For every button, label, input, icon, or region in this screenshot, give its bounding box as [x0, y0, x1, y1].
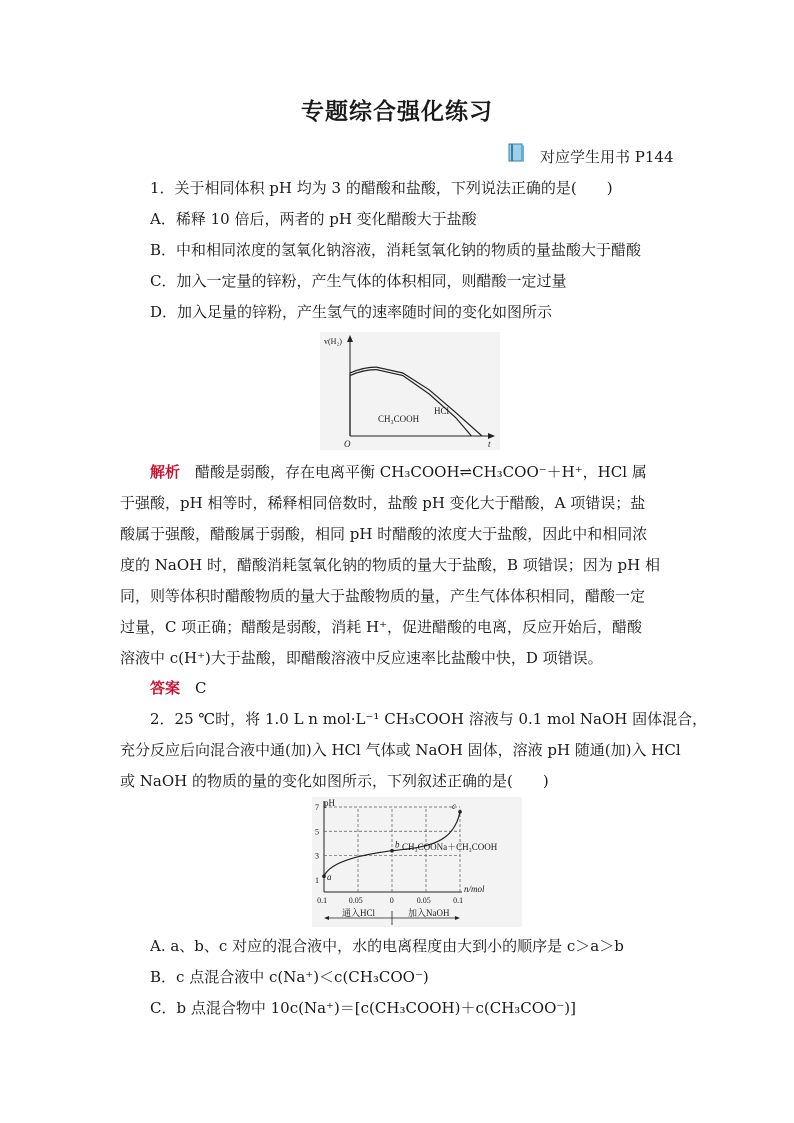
q2-option-a: A. a、b、c 对应的混合液中，水的电离程度由大到小的顺序是 c＞a＞b	[150, 937, 624, 955]
x-tick-label: 0.1	[453, 896, 464, 905]
q1-option-c: C．加入一定量的锌粉，产生气体的体积相同，则醋酸一定过量	[150, 272, 567, 290]
point-label-c: c	[452, 800, 456, 811]
ph-chart	[312, 797, 522, 927]
x-axis-label: t	[488, 439, 491, 449]
q1-analysis-line-1: 解析 醋酸是弱酸，存在电离平衡 CH₃COOH⇌CH₃COO⁻＋H⁺，HCl 属	[150, 463, 647, 481]
annotation-hcl: HCl	[434, 406, 450, 416]
q2-option-c: C．b 点混合物中 10c(Na⁺)＝[c(CH₃COOH)＋c(CH₃COO⁻)]	[150, 999, 576, 1017]
analysis-label: 解析	[150, 463, 181, 481]
y-tick-label: 7	[315, 803, 319, 812]
answer-label: 答案	[150, 679, 181, 697]
point-label-b: b	[395, 839, 400, 850]
y-tick-label: 1	[315, 875, 319, 885]
annotation-buffer: CH₃COONa＋CH₃COOH	[402, 842, 498, 852]
y-tick-label: 3	[315, 851, 319, 861]
point-a	[322, 874, 326, 878]
q1-analysis-line-6: 过量，C 项正确；醋酸是弱酸，消耗 H⁺，促进醋酸的电离，反应开始后，醋酸	[120, 618, 643, 636]
point-label-a: a	[327, 872, 332, 883]
q1-answer	[150, 678, 207, 698]
y-axis-label: v(H₂)	[324, 337, 342, 346]
x-tick-label: 0.1	[317, 896, 328, 905]
x-tick-label: 0	[389, 896, 394, 905]
arrow-label-naoh: 加入NaOH	[408, 908, 450, 918]
book-icon	[508, 143, 525, 163]
q1-stem: 1．关于相同体积 pH 均为 3 的醋酸和盐酸，下列说法正确的是( )	[150, 179, 613, 197]
q1-analysis-line-2: 于强酸，pH 相等时，稀释相同倍数时，盐酸 pH 变化大于醋酸，A 项错误；盐	[120, 494, 646, 512]
q1-analysis-line-4: 度的 NaOH 时，醋酸消耗氢氧化钠的物质的量大于盐酸，B 项错误；因为 pH 相	[120, 556, 660, 574]
x-tick-label: 0.05	[416, 896, 431, 905]
x-axis-label: n/mol	[464, 884, 485, 894]
page-title: 专题综合强化练习	[301, 98, 493, 125]
page-reference: 对应学生用书 P144	[540, 148, 674, 166]
q2-stem-line-1: 2．25 ℃时，将 1.0 L n mol·L⁻¹ CH₃COOH 溶液与 0.1 mol NaOH 固体混合，	[150, 710, 708, 728]
y-axis-label: pH	[324, 798, 335, 808]
y-tick-label: 5	[315, 827, 319, 837]
answer-value: C	[195, 679, 207, 697]
q2-stem-line-3: 或 NaOH 的物质的量的变化如图所示，下列叙述正确的是( )	[120, 772, 549, 790]
point-b	[390, 849, 394, 853]
q1-analysis-line-3: 酸属于强酸，醋酸属于弱酸，相同 pH 时醋酸的浓度大于盐酸，因此中和相同浓	[120, 525, 648, 543]
q1-option-d: D．加入足量的锌粉，产生氢气的速率随时间的变化如图所示	[150, 303, 553, 321]
q1-option-b: B．中和相同浓度的氢氧化钠溶液，消耗氢氧化钠的物质的量盐酸大于醋酸	[150, 241, 642, 259]
q2-option-b: B．c 点混合液中 c(Na⁺)＜c(CH₃COO⁻)	[150, 968, 429, 986]
x-tick-label: 0.05	[348, 896, 363, 905]
annotation-ch3cooh: CH₃COOH	[378, 414, 420, 424]
arrow-label-hcl: 通入HCl	[342, 908, 376, 918]
origin-label: O	[344, 439, 351, 449]
q2-stem-line-2: 充分反应后向混合液中通(加)入 HCl 气体或 NaOH 固体，溶液 pH 随通(加)入 HCl	[120, 741, 681, 759]
rate-time-chart	[320, 332, 500, 450]
q1-analysis-line-5: 同，则等体积时醋酸物质的量大于盐酸物质的量，产生气体体积相同，醋酸一定	[120, 587, 646, 605]
point-c	[458, 810, 462, 814]
q1-analysis-line-7: 溶液中 c(H⁺)大于盐酸，即醋酸溶液中反应速率比盐酸中快，D 项错误。	[120, 649, 603, 667]
q1-option-a: A．稀释 10 倍后，两者的 pH 变化醋酸大于盐酸	[150, 210, 477, 228]
